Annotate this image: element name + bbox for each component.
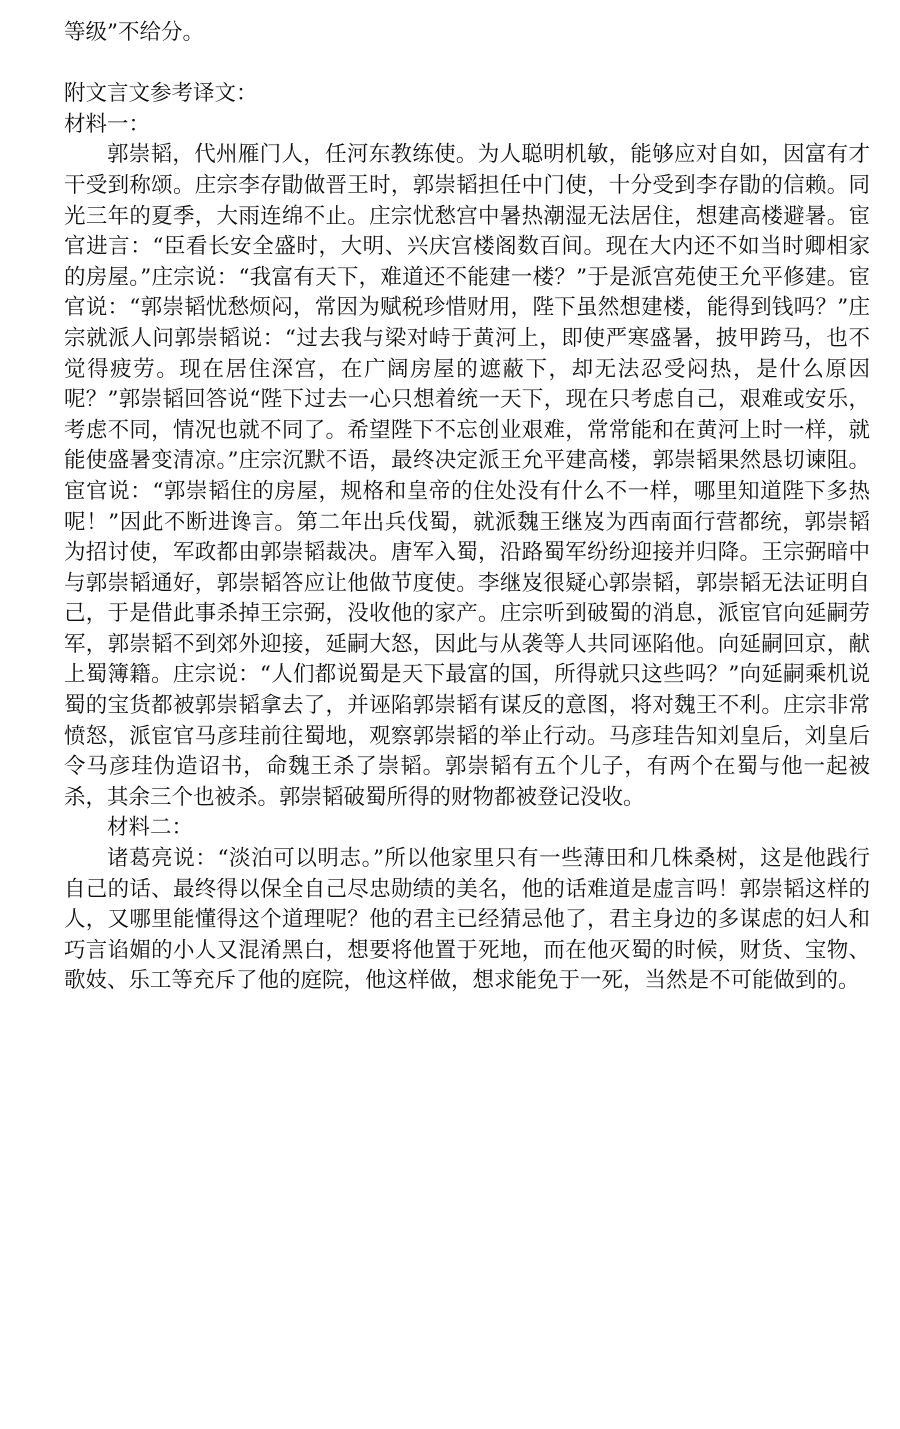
- top-fragment-line: 等级”不给分。: [64, 20, 204, 45]
- blank-line: [64, 49, 870, 80]
- appendix-title: 附文言文参考译文：: [64, 81, 258, 107]
- material-two-paragraph: 诸葛亮说：“淡泊可以明志。”所以他家里只有一些薄田和几株桑树，这是他践行自己的话、最终得以保全自己尽忠勋绩的美名，他的话难道是虚言吗！郭崇韬这样的人，又哪里能懂得这个道理呢？他的君主已经猜忌他了，君主身边的多谋虑的妇人和巧言谄媚的小人又混淆黑白，想要将他置于死地，而在他灭蜀的时候，财货、宝物、歌妓、乐工等充斥了他的庭院，他这样做，想求能免于一死，当然是不可能做到的。: [64, 846, 870, 994]
- material-one-heading: 材料一：: [64, 111, 151, 137]
- material-two-heading: 材料二：: [107, 815, 194, 841]
- document-page: [64, 18, 870, 997]
- material-one-paragraph: 郭崇韬，代州雁门人，任河东教练使。为人聪明机敏，能够应对自如，因富有才干受到称颂。庄宗李存勖做晋王时，郭崇韬担任中门使，十分受到李存勖的信赖。同光三年的夏季，大雨连绵不止。庄宗忧愁宫中暑热潮湿无法居住，想建高楼避暑。宦官进言：“臣看长安全盛时，大明、兴庆宫楼阁数百间。现在大内还不如当时卿相家的房屋。”庄宗说：“我富有天下，难道还不能建一楼？”于是派宫苑使王允平修建。宦官说：“郭崇韬忧愁烦闷，常因为赋税珍惜财用，陛下虽然想建楼，能得到钱吗？”庄宗就派人问郭崇韬说：“过去我与梁对峙于黄河上，即使严寒盛暑，披甲跨马，也不觉得疲劳。现在居住深宫，在广阔房屋的遮蔽下，却无法忍受闷热，是什么原因呢？”郭崇韬回答说“陛下过去一心只想着统一天下，现在只考虑自己，艰难或安乐，考虑不同，情况也就不同了。希望陛下不忘创业艰难，常常能和在黄河上时一样，就能使盛暑变清凉。”庄宗沉默不语，最终决定派王允平建高楼，郭崇韬果然恳切谏阻。宦官说：“郭崇韬住的房屋，规格和皇帝的住处没有什么不一样，哪里知道陛下多热呢！”因此不断进谗言。第二年出兵伐蜀，就派魏王继岌为西南面行营都统，郭崇韬为招讨使，军政都由郭崇韬裁决。唐军入蜀，沿路蜀军纷纷迎接并归降。王宗弼暗中与郭崇韬通好，郭崇韬答应让他做节度使。李继岌很疑心郭崇韬，郭崇韬无法证明自己，于是借此事杀掉王宗弼，没收他的家产。庄宗听到破蜀的消息，派宦官向延嗣劳军，郭崇韬不到郊外迎接，延嗣大怒，因此与从袭等人共同诬陷他。向延嗣回京，献上蜀簿籍。庄宗说：“人们都说蜀是天下最富的国，所得就只这些吗？”向延嗣乘机说蜀的宝货都被郭崇韬拿去了，并诬陷郭崇韬有谋反的意图，将对魏王不利。庄宗非常愤怒，派宦官马彦珪前往蜀地，观察郭崇韬的举止行动。马彦珪告知刘皇后，刘皇后令马彦珪伪造诏书，命魏王杀了崇韬。郭崇韬有五个儿子，有两个在蜀与他一起被杀，其余三个也被杀。郭崇韬破蜀所得的财物都被登记没收。: [64, 142, 870, 810]
